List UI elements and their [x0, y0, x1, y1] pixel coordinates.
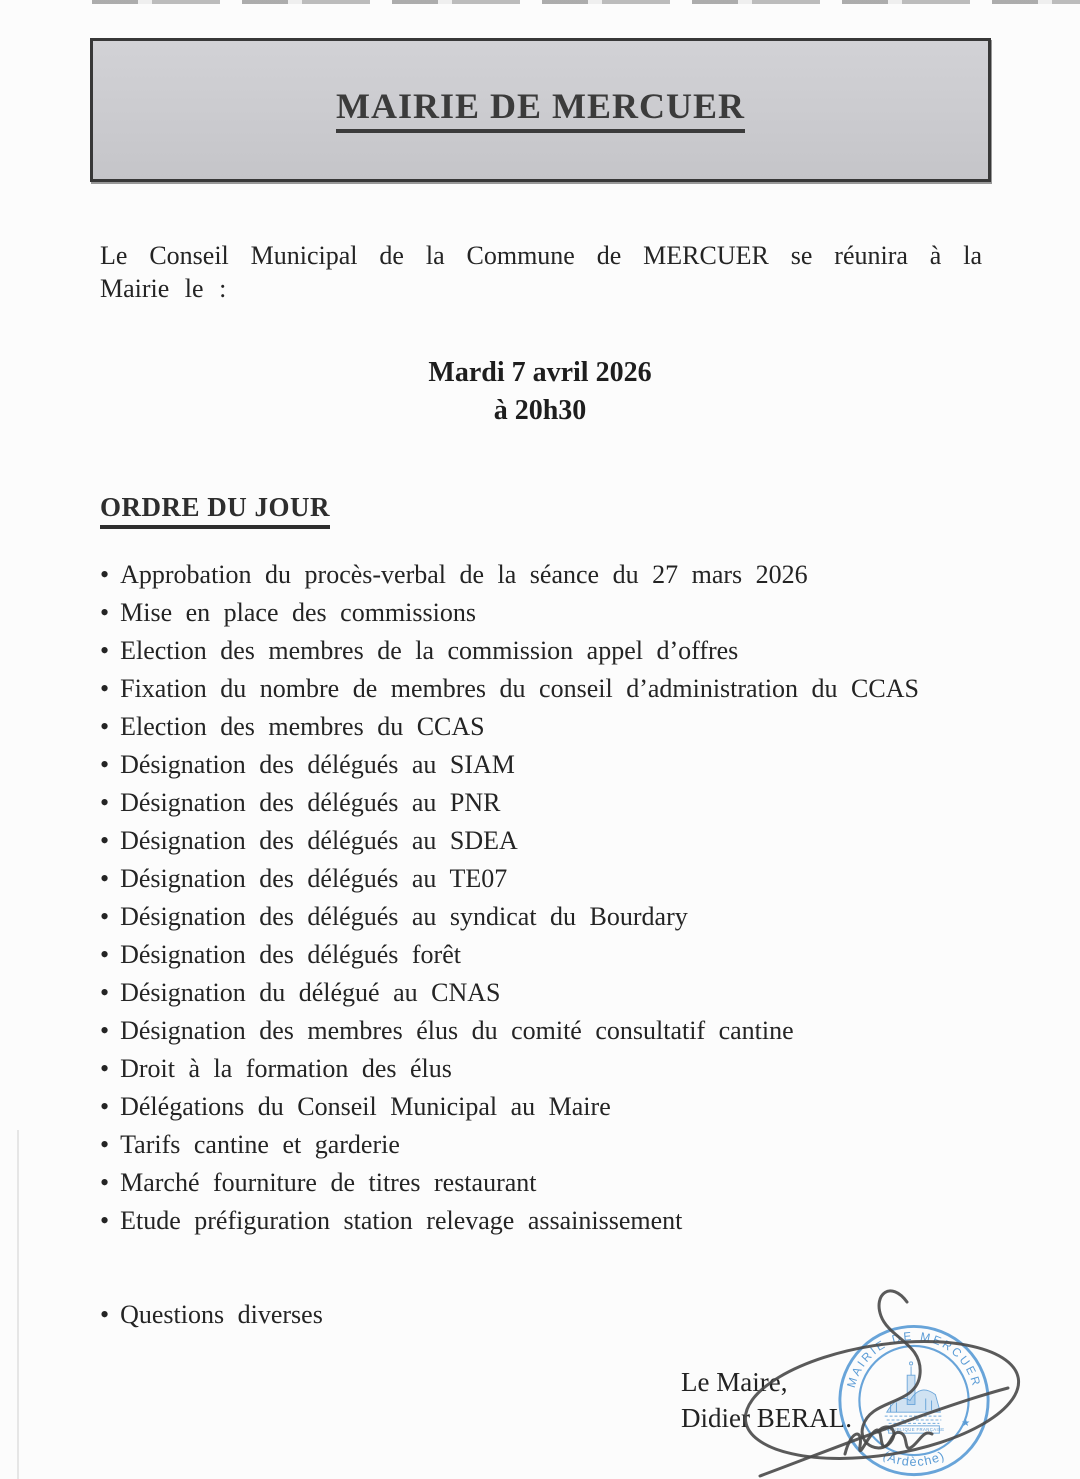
bullet-icon: • [100, 940, 110, 969]
agenda-heading: ORDRE DU JOUR [100, 492, 330, 529]
agenda-item-text: Désignation des délégués au SDEA [120, 826, 518, 855]
bullet-icon: • [100, 1092, 110, 1121]
bullet-icon: • [100, 1300, 110, 1329]
bullet-icon: • [100, 560, 110, 589]
agenda-item-text: Etude préfiguration station relevage assainissement [120, 1206, 683, 1235]
bullet-icon: • [100, 902, 110, 931]
bullet-icon: • [100, 674, 110, 703]
agenda-item [100, 1050, 930, 1088]
bullet-icon: • [100, 712, 110, 741]
agenda-item [100, 594, 930, 632]
agenda-item [100, 860, 930, 898]
bullet-icon: • [100, 598, 110, 627]
agenda-item-text: Désignation du délégué au CNAS [120, 978, 501, 1007]
agenda-item [100, 974, 930, 1012]
scan-artifact-left [17, 1130, 19, 1479]
agenda-item [100, 1126, 930, 1164]
agenda-item [100, 784, 930, 822]
agenda-item-text: Approbation du procès-verbal de la séance du 27 mars 2026 [120, 560, 808, 589]
header-banner [90, 38, 991, 182]
agenda-item-text: Questions diverses [120, 1300, 323, 1329]
bullet-icon: • [100, 636, 110, 665]
meeting-date: Mardi 7 avril 2026 [428, 357, 652, 388]
meeting-time: à 20h30 [493, 395, 587, 426]
signature-stroke [845, 1430, 932, 1454]
agenda-item-text: Délégations du Conseil Municipal au Maire [120, 1092, 611, 1121]
bullet-icon: • [100, 1168, 110, 1197]
handwritten-signature [725, 1278, 1035, 1479]
star-icon: ★ [961, 1417, 971, 1429]
bullet-icon: • [100, 826, 110, 855]
scan-artifact-top [92, 0, 1080, 4]
agenda-item-text: Désignation des délégués au syndicat du Bourdary [120, 902, 688, 931]
agenda-item-text: Mise en place des commissions [120, 598, 476, 627]
signature-name: Didier BERAL. [681, 1403, 852, 1433]
agenda-item-text: Marché fourniture de titres restaurant [120, 1168, 537, 1197]
agenda-item [100, 1202, 930, 1240]
stamp-caption: RÉPUBLIQUE FRANÇAISE [883, 1427, 945, 1433]
agenda-item-text: Election des membres du CCAS [120, 712, 485, 741]
agenda-item [100, 632, 930, 670]
bullet-icon: • [100, 1130, 110, 1159]
agenda-item [100, 1012, 930, 1050]
agenda-item-text: Désignation des délégués forêt [120, 940, 461, 969]
agenda-item-text: Fixation du nombre de membres du conseil d’administration du CCAS [120, 674, 919, 703]
agenda-item [100, 1164, 930, 1202]
signature-stroke [862, 1291, 920, 1448]
agenda-item-text: Désignation des délégués au TE07 [120, 864, 508, 893]
signature-stroke [737, 1324, 1027, 1476]
agenda-item-text: Désignation des membres élus du comité consultatif cantine [120, 1016, 794, 1045]
agenda-item [100, 936, 930, 974]
stamp-arc-top-text: MAIRIE DE MERCUER [844, 1329, 984, 1390]
agenda-item-text: Droit à la formation des élus [120, 1054, 452, 1083]
meeting-datetime [0, 354, 1080, 430]
stamp-arc-bottom-text: (Ardèche) [880, 1448, 948, 1469]
agenda-list [100, 556, 930, 1240]
agenda-item [100, 898, 930, 936]
agenda-item-text: Tarifs cantine et garderie [120, 1130, 400, 1159]
agenda-item-text: Désignation des délégués au PNR [120, 788, 501, 817]
bullet-icon: • [100, 1054, 110, 1083]
agenda-item-text: Désignation des délégués au SIAM [120, 750, 515, 779]
agenda-item-text: Election des membres de la commission appel d’offres [120, 636, 739, 665]
agenda-item [100, 746, 930, 784]
intro-paragraph: Le Conseil Municipal de la Commune de MERCUER se réunira à la Mairie le : [100, 241, 982, 303]
agenda-heading-row [100, 492, 330, 523]
bullet-icon: • [100, 750, 110, 779]
agenda-item [100, 556, 930, 594]
bullet-icon: • [100, 1206, 110, 1235]
bullet-icon: • [100, 1016, 110, 1045]
agenda-item [100, 670, 930, 708]
bullet-icon: • [100, 978, 110, 1007]
signature-role: Le Maire, [681, 1367, 788, 1397]
agenda-item [100, 1088, 930, 1126]
agenda-item [100, 822, 930, 860]
document-title: MAIRIE DE MERCUER [336, 87, 745, 133]
bullet-icon: • [100, 788, 110, 817]
agenda-item [100, 708, 930, 746]
bullet-icon: • [100, 864, 110, 893]
